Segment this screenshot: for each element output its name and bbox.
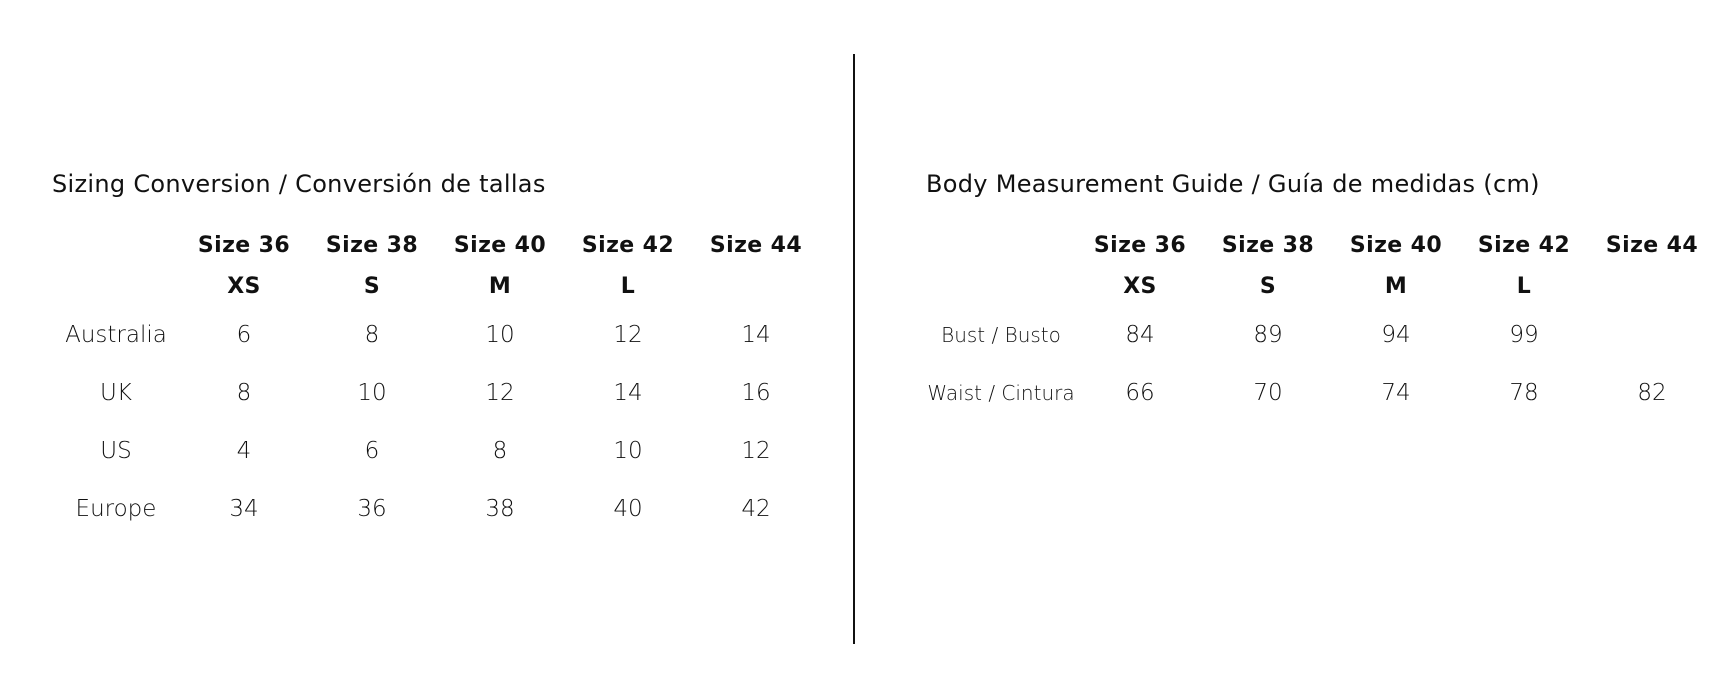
row-label: Australia (65, 322, 167, 348)
table-row-bust (926, 306, 1716, 364)
sizing-conversion-table (52, 224, 820, 538)
corner-cell (52, 224, 180, 266)
table-cell: 78 (1509, 380, 1539, 406)
row-label: US (100, 438, 132, 464)
table-cell: 89 (1253, 322, 1283, 348)
table-cell (1588, 306, 1716, 364)
table-cell: 94 (1381, 322, 1411, 348)
table-cell: 12 (613, 322, 643, 348)
table-cell: 42 (741, 496, 771, 522)
table-cell: 82 (1637, 380, 1667, 406)
size-header: Size 38 (325, 232, 419, 258)
vertical-divider (853, 54, 855, 644)
table-cell: 70 (1253, 380, 1283, 406)
size-header: Size 36 (197, 232, 291, 258)
table-row-europe (52, 480, 820, 538)
table-row-us (52, 422, 820, 480)
sizing-conversion-panel (52, 0, 832, 687)
table-cell: 12 (741, 438, 771, 464)
letter-header: M (1384, 273, 1408, 299)
letter-header-row (52, 266, 820, 306)
table-cell: 66 (1125, 380, 1155, 406)
size-header: Size 42 (581, 232, 675, 258)
size-header: Size 40 (453, 232, 547, 258)
size-header-row (52, 224, 820, 266)
letter-header: L (1516, 273, 1532, 299)
size-header: Size 44 (1605, 232, 1699, 258)
letter-header: S (363, 273, 381, 299)
table-cell: 14 (613, 380, 643, 406)
size-header-row (926, 224, 1716, 266)
table-row-waist (926, 364, 1716, 422)
table-cell: 36 (357, 496, 387, 522)
letter-header: XS (227, 273, 261, 299)
letter-header: S (1259, 273, 1277, 299)
letter-header (1588, 266, 1716, 306)
table-row-australia (52, 306, 820, 364)
letter-header: XS (1123, 273, 1157, 299)
letter-header: M (488, 273, 512, 299)
table-cell: 4 (236, 438, 252, 464)
table-cell: 12 (485, 380, 515, 406)
table-row-uk (52, 364, 820, 422)
table-cell: 99 (1509, 322, 1539, 348)
sizing-conversion-title: Sizing Conversion / Conversión de tallas (52, 170, 546, 198)
corner-cell (926, 266, 1076, 306)
table-cell: 14 (741, 322, 771, 348)
table-cell: 34 (229, 496, 259, 522)
table-cell: 10 (613, 438, 643, 464)
size-header: Size 38 (1221, 232, 1315, 258)
letter-header (692, 266, 820, 306)
body-measurement-table (926, 224, 1716, 422)
table-cell: 6 (236, 322, 252, 348)
table-cell: 10 (357, 380, 387, 406)
table-cell: 6 (364, 438, 380, 464)
size-header: Size 40 (1349, 232, 1443, 258)
row-label: Europe (75, 496, 157, 522)
table-cell: 10 (485, 322, 515, 348)
row-label: Waist / Cintura (927, 381, 1075, 405)
table-cell: 74 (1381, 380, 1411, 406)
table-cell: 8 (492, 438, 508, 464)
table-cell: 8 (364, 322, 380, 348)
body-measurement-title: Body Measurement Guide / Guía de medidas (cm) (926, 170, 1540, 198)
letter-header-row (926, 266, 1716, 306)
row-label: UK (100, 380, 132, 406)
corner-cell (52, 266, 180, 306)
row-label: Bust / Busto (941, 323, 1061, 347)
corner-cell (926, 224, 1076, 266)
size-header: Size 44 (709, 232, 803, 258)
table-cell: 84 (1125, 322, 1155, 348)
table-cell: 16 (741, 380, 771, 406)
table-cell: 38 (485, 496, 515, 522)
body-measurement-panel (926, 0, 1716, 687)
size-header: Size 36 (1093, 232, 1187, 258)
letter-header: L (620, 273, 636, 299)
size-header: Size 42 (1477, 232, 1571, 258)
table-cell: 8 (236, 380, 252, 406)
table-cell: 40 (613, 496, 643, 522)
